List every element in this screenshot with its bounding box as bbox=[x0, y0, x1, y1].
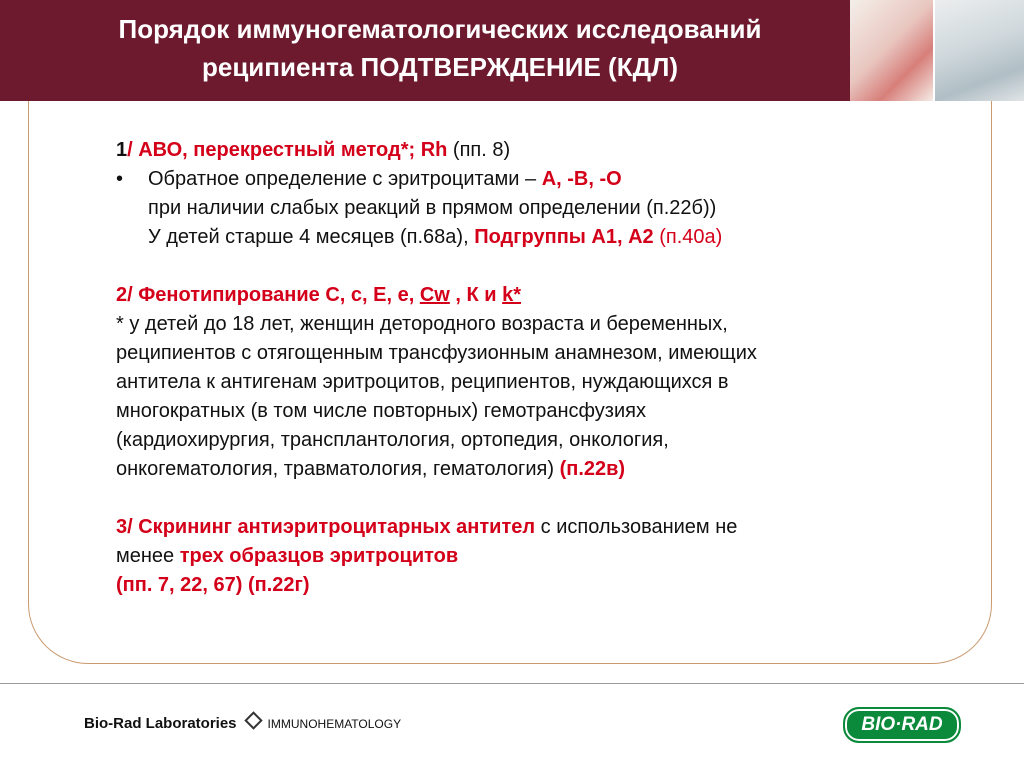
section-3-text-2: менее bbox=[116, 545, 180, 567]
header-banner bbox=[0, 0, 1024, 101]
section-2-cw: Cw bbox=[419, 284, 450, 306]
section-2-line: * у детей до 18 лет, женщин детородного возраста и беременных, bbox=[116, 313, 728, 335]
section-1-line-3-emph: Подгруппы А1, А2 bbox=[474, 226, 654, 248]
section-1-line-3-ref: (п.40а) bbox=[653, 226, 723, 248]
section-2-last-ref: (п.22в) bbox=[559, 458, 626, 480]
section-1-line-3 bbox=[116, 223, 976, 252]
section-1-line-2: при наличии слабых реакций в прямом определении (п.22б)) bbox=[148, 197, 717, 219]
footer-brand bbox=[84, 715, 401, 732]
section-2-line: (кардиохирургия, трансплантология, ортопедия, онкология, bbox=[116, 429, 669, 451]
section-2-title-prefix: 2/ Фенотипирование С, с, Е, е, bbox=[116, 284, 420, 306]
page-title bbox=[0, 10, 880, 86]
section-2-line: реципиентов с отягощенным трансфузионным анамнезом, имеющих bbox=[116, 342, 757, 364]
section-1-title: / АВО, перекрестный метод*; Rh bbox=[127, 139, 448, 161]
footer-division: IMMUNOHEMATOLOGY bbox=[267, 717, 402, 731]
spacer bbox=[116, 252, 976, 281]
section-2-line: многократных (в том числе повторных) гемотрансфузиях bbox=[116, 400, 646, 422]
section-1-number: 1 bbox=[116, 139, 128, 161]
content-body bbox=[116, 136, 976, 600]
footer-divider bbox=[0, 683, 1024, 684]
section-3-text-1: с использованием не bbox=[535, 516, 738, 538]
section-2-last-line bbox=[116, 455, 976, 484]
page-title-line-2: реципиента ПОДТВЕРЖДЕНИЕ (КДЛ) bbox=[201, 52, 678, 82]
page-title-line-1: Порядок иммуногематологических исследований bbox=[118, 14, 762, 44]
section-1-bullet-text: Обратное определение с эритроцитами – bbox=[148, 168, 542, 190]
section-3-emph-2: трех образцов эритроцитов bbox=[179, 545, 459, 567]
diamond-icon bbox=[244, 711, 262, 729]
section-1-line-3-text: У детей старше 4 месяцев (п.68а), bbox=[148, 226, 475, 248]
section-2-line: антитела к антигенам эритроцитов, реципиентов, нуждающихся в bbox=[116, 371, 729, 393]
bio-rad-logo: BIO·RAD bbox=[843, 707, 961, 743]
header-photo-scientists bbox=[935, 0, 1024, 101]
header-photo-hands bbox=[850, 0, 935, 101]
footer-company: Bio-Rad Laboratories bbox=[84, 715, 237, 732]
section-3-title: 3/ Скрининг антиэритроцитарных антител bbox=[116, 516, 536, 538]
section-3-line-2 bbox=[116, 542, 976, 571]
section-3-heading bbox=[116, 513, 976, 542]
section-2-title-mid: , К и bbox=[449, 284, 503, 306]
section-1-heading bbox=[116, 136, 976, 165]
section-2-last-text: онкогематология, травматология, гематология) bbox=[116, 458, 560, 480]
section-2-k-star: k* bbox=[502, 284, 522, 306]
spacer bbox=[116, 484, 976, 513]
section-1-bullet-emph: А, -В, -О bbox=[541, 168, 622, 190]
section-3-ref: (пп. 7, 22, 67) (п.22г) bbox=[116, 574, 310, 596]
section-1-ref: (пп. 8) bbox=[447, 139, 511, 161]
section-1-bullet bbox=[116, 165, 976, 194]
bullet-icon: • bbox=[116, 168, 124, 190]
section-2-heading bbox=[116, 281, 976, 310]
